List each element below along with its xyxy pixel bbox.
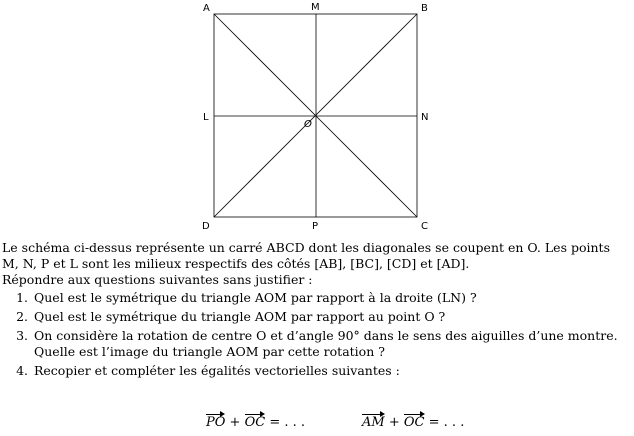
label-m: M: [311, 2, 320, 13]
question-2: 2. Quel est le symétrique du triangle AOM par rapport au point O ?: [32, 309, 630, 325]
label-b: B: [421, 3, 428, 14]
question-list: [2, 290, 630, 379]
question-3: 3. On considère la rotation de centre O et d’angle 90° dans le sens des aiguilles d’une montre. Quelle est l’image du triangle AOM par cette rotation ?: [32, 328, 630, 360]
label-a: A: [203, 3, 210, 14]
equality-rhs: = . . .: [428, 415, 465, 430]
label-d: D: [202, 221, 210, 232]
question-1: 1. Quel est le symétrique du triangle AOM par rapport à la droite (LN) ?: [32, 290, 630, 306]
equality-rhs: = . . .: [269, 415, 306, 430]
label-c: C: [421, 221, 428, 232]
equality-2: [362, 415, 464, 430]
label-o: O: [304, 119, 312, 130]
vector-oc: OC: [403, 415, 425, 430]
equality-1: [206, 415, 305, 430]
instruction-line: Répondre aux questions suivantes sans justifier :: [2, 272, 313, 287]
vector-oc: OC: [244, 415, 266, 430]
exercise-text: [2, 240, 630, 382]
intro-paragraph: Le schéma ci-dessus représente un carré ABCD dont les diagonales se coupent en O. Les points M, N, P et L sont les milieux respectifs des côtés [AB], [BC], [CD] et [AD].: [2, 240, 610, 271]
label-p: P: [312, 221, 319, 232]
plus-sign: +: [388, 415, 400, 430]
plus-sign: +: [229, 415, 241, 430]
label-n: N: [421, 112, 429, 123]
vector-equalities: [0, 415, 634, 435]
question-4: 4. Recopier et compléter les égalités vectorielles suivantes :: [32, 363, 630, 379]
label-l: L: [203, 112, 209, 123]
vector-po: PO: [206, 415, 226, 430]
vector-am: AM: [362, 415, 385, 430]
